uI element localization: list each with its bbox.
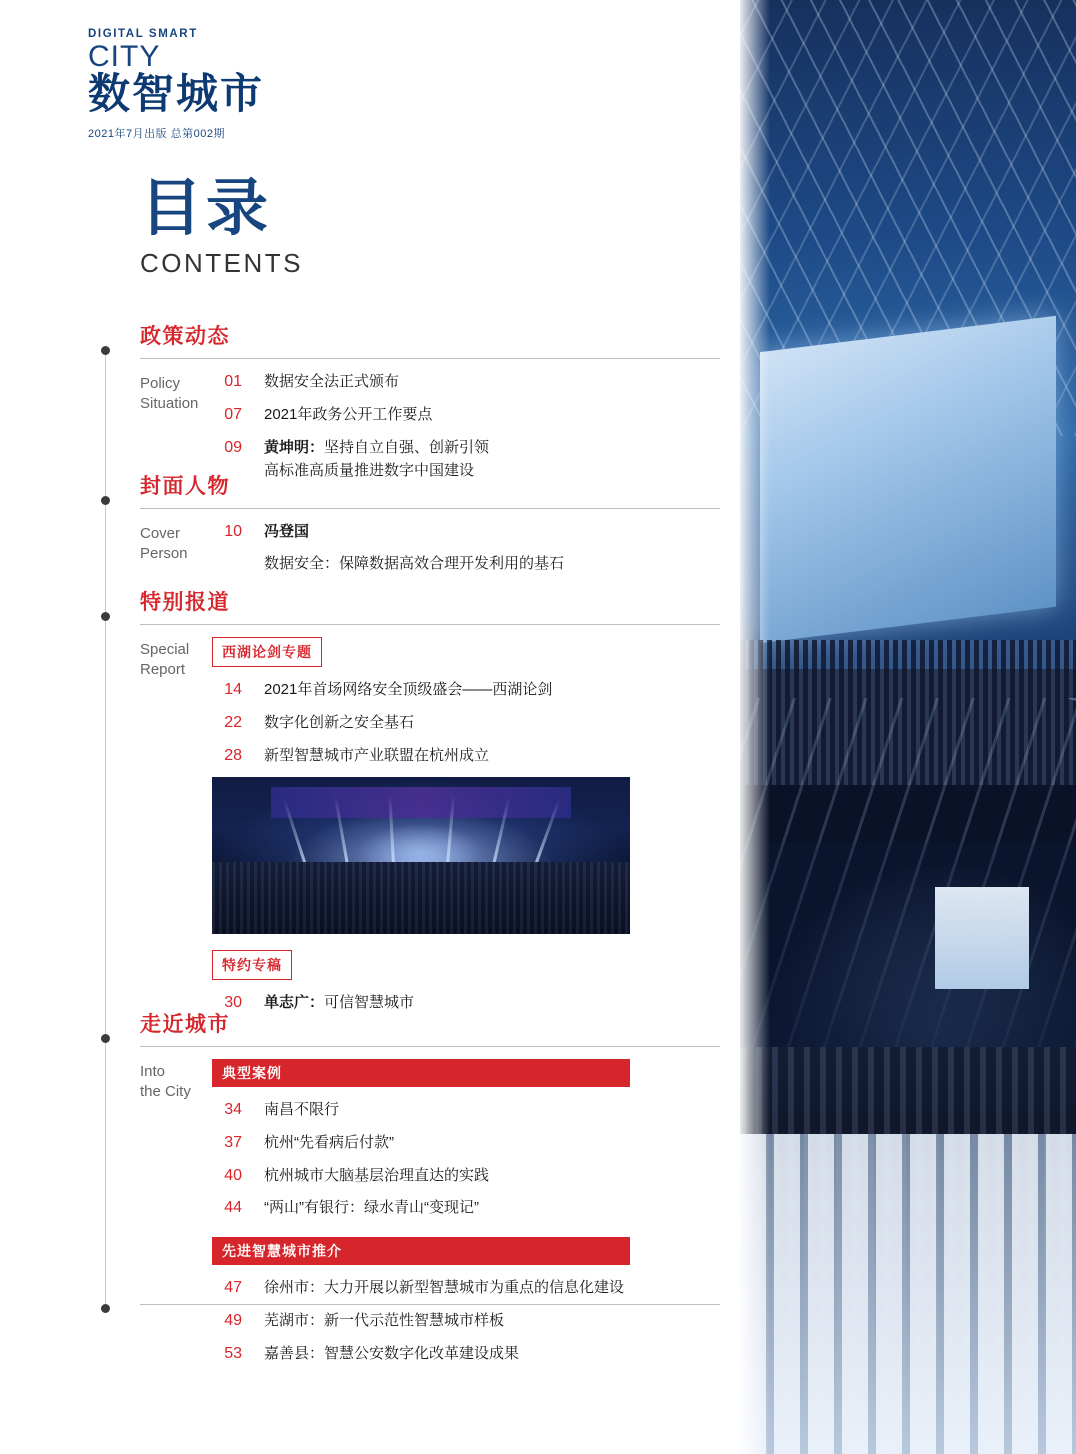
toc-page-number: 09 <box>224 438 242 456</box>
section-heading-special-report: 特别报道 <box>140 591 230 614</box>
timeline-dot <box>101 1034 110 1043</box>
section-english-line-1: Cover <box>140 525 181 542</box>
section-english-label-cover-person <box>140 521 212 586</box>
masthead-issue-info: 2021年7月出版 总第002期 <box>88 127 225 140</box>
toc-entry[interactable] <box>212 404 720 426</box>
toc-list-special-report <box>212 637 720 1025</box>
hero-led-screen <box>760 316 1056 643</box>
section-special-report <box>140 586 720 1025</box>
section-english-line-2: Person <box>140 545 188 563</box>
toc-entry-title: 杭州“先看病后付款” <box>264 1133 394 1151</box>
toc-entry-title: 徐州市：大力开展以新型智慧城市为重点的信息化建设 <box>264 1279 625 1296</box>
toc-entry-title <box>264 521 564 575</box>
photo-audience <box>212 862 630 934</box>
toc-entry-title: 南昌不限行 <box>264 1101 340 1118</box>
hero-chair-rows <box>740 1134 1076 1454</box>
toc-entry-title: “两山”有银行：绿水青山“变现记” <box>264 1199 479 1217</box>
toc-entry[interactable] <box>212 1165 720 1187</box>
toc-page-number: 14 <box>224 681 242 698</box>
toc-list-into-the-city <box>212 1059 720 1375</box>
toc-page-number: 10 <box>224 523 242 540</box>
section-cover-person <box>140 470 720 586</box>
hero-conference-photo <box>740 0 1076 1454</box>
section-divider <box>140 508 720 509</box>
toc-entry-author: 黄坤明： <box>264 438 325 456</box>
conference-hall-photo <box>212 777 630 934</box>
toc-entry[interactable] <box>212 745 720 767</box>
toc-entry[interactable] <box>212 1277 720 1299</box>
topic-tag-special-contribution: 特约专稿 <box>212 950 292 980</box>
toc-entry-title: 新型智慧城市产业联盟在杭州成立 <box>264 746 490 764</box>
masthead-english-tagline: DIGITAL SMART <box>88 28 198 40</box>
hero-edge-fade <box>740 0 770 1454</box>
section-english-line-1: Special <box>140 641 190 658</box>
section-divider <box>140 624 720 625</box>
masthead-city-word: CITY <box>88 40 161 73</box>
toc-page-number: 53 <box>224 1344 242 1362</box>
toc-entry-title: 2021年政务公开工作要点 <box>264 405 433 423</box>
toc-page-number: 01 <box>224 373 242 390</box>
timeline-rule <box>105 350 106 1308</box>
section-english-line-2: Situation <box>140 395 199 413</box>
page-title-chinese: 目录 <box>140 174 273 243</box>
timeline-dot <box>101 346 110 355</box>
toc-entry[interactable] <box>212 521 720 575</box>
photo-stage-banner <box>271 787 572 818</box>
toc-page-number: 07 <box>224 405 242 423</box>
topic-tag-advanced-smart-cities: 先进智慧城市推介 <box>212 1237 630 1265</box>
toc-entry-subline: 高标准高质量推进数字中国建设 <box>264 462 475 480</box>
page-title <box>140 174 303 279</box>
topic-tag-typical-cases: 典型案例 <box>212 1059 630 1087</box>
toc-entry[interactable] <box>212 1310 720 1332</box>
masthead <box>88 28 388 141</box>
toc-entry-title: 数字化创新之安全基石 <box>264 713 415 731</box>
section-english-line-1: Into <box>140 1063 166 1080</box>
toc-entry-title: 2021年首场网络安全顶级盛会——西湖论剑 <box>264 681 553 698</box>
toc-list-cover-person <box>212 521 720 586</box>
toc-page-number: 22 <box>224 713 242 731</box>
timeline-dot <box>101 1304 110 1313</box>
toc-entry[interactable] <box>212 1099 720 1121</box>
toc-page-number: 47 <box>224 1279 242 1296</box>
toc-page-number: 30 <box>224 994 242 1012</box>
toc-entry-main: 可信智慧城市 <box>324 994 415 1012</box>
toc-page-number: 49 <box>224 1311 242 1329</box>
toc-entry-person-name: 冯登国 <box>264 523 310 540</box>
toc-entry[interactable] <box>212 1197 720 1219</box>
section-into-the-city <box>140 1008 720 1375</box>
toc-page-number: 28 <box>224 746 242 764</box>
timeline-dot <box>101 496 110 505</box>
section-english-line-2: Report <box>140 661 186 679</box>
toc-entry-title: 嘉善县：智慧公安数字化改革建设成果 <box>264 1344 520 1362</box>
section-heading-policy: 政策动态 <box>140 325 230 348</box>
toc-entry-title: 芜湖市：新一代示范性智慧城市样板 <box>264 1311 505 1329</box>
section-english-label-into-the-city <box>140 1059 212 1375</box>
toc-entry[interactable] <box>212 371 720 393</box>
toc-entry[interactable] <box>212 679 720 701</box>
toc-entry[interactable] <box>212 1132 720 1154</box>
toc-entry-author: 单志广： <box>264 994 325 1012</box>
masthead-chinese-title: 数智城市 <box>88 69 265 117</box>
section-english-line-1: Policy <box>140 375 181 392</box>
page-title-english: CONTENTS <box>140 248 303 278</box>
toc-page-number: 37 <box>224 1133 242 1151</box>
toc-entry[interactable] <box>212 712 720 734</box>
toc-entry-main: 坚持自立自强、创新引领 <box>324 438 490 456</box>
toc-page-number: 34 <box>224 1101 242 1118</box>
section-divider <box>140 1046 720 1047</box>
topic-tag-xihu-forum: 西湖论剑专题 <box>212 637 322 667</box>
toc-page-number: 44 <box>224 1199 242 1217</box>
section-english-label-special-report <box>140 637 212 1025</box>
toc-entry[interactable] <box>212 1343 720 1365</box>
timeline-dot <box>101 612 110 621</box>
section-heading-cover-person: 封面人物 <box>140 475 230 498</box>
toc-entry-title: 杭州城市大脑基层治理直达的实践 <box>264 1166 490 1184</box>
section-policy <box>140 320 720 493</box>
toc-entry-subtitle: 数据安全：保障数据高效合理开发利用的基石 <box>264 554 565 572</box>
section-english-line-2: the City <box>140 1083 191 1101</box>
section-divider <box>140 358 720 359</box>
bottom-divider <box>140 1304 720 1305</box>
toc-entry-title: 数据安全法正式颁布 <box>264 373 400 390</box>
section-heading-into-the-city: 走近城市 <box>140 1013 230 1036</box>
toc-page-number: 40 <box>224 1166 242 1184</box>
hero-speaker-panel <box>935 887 1029 989</box>
